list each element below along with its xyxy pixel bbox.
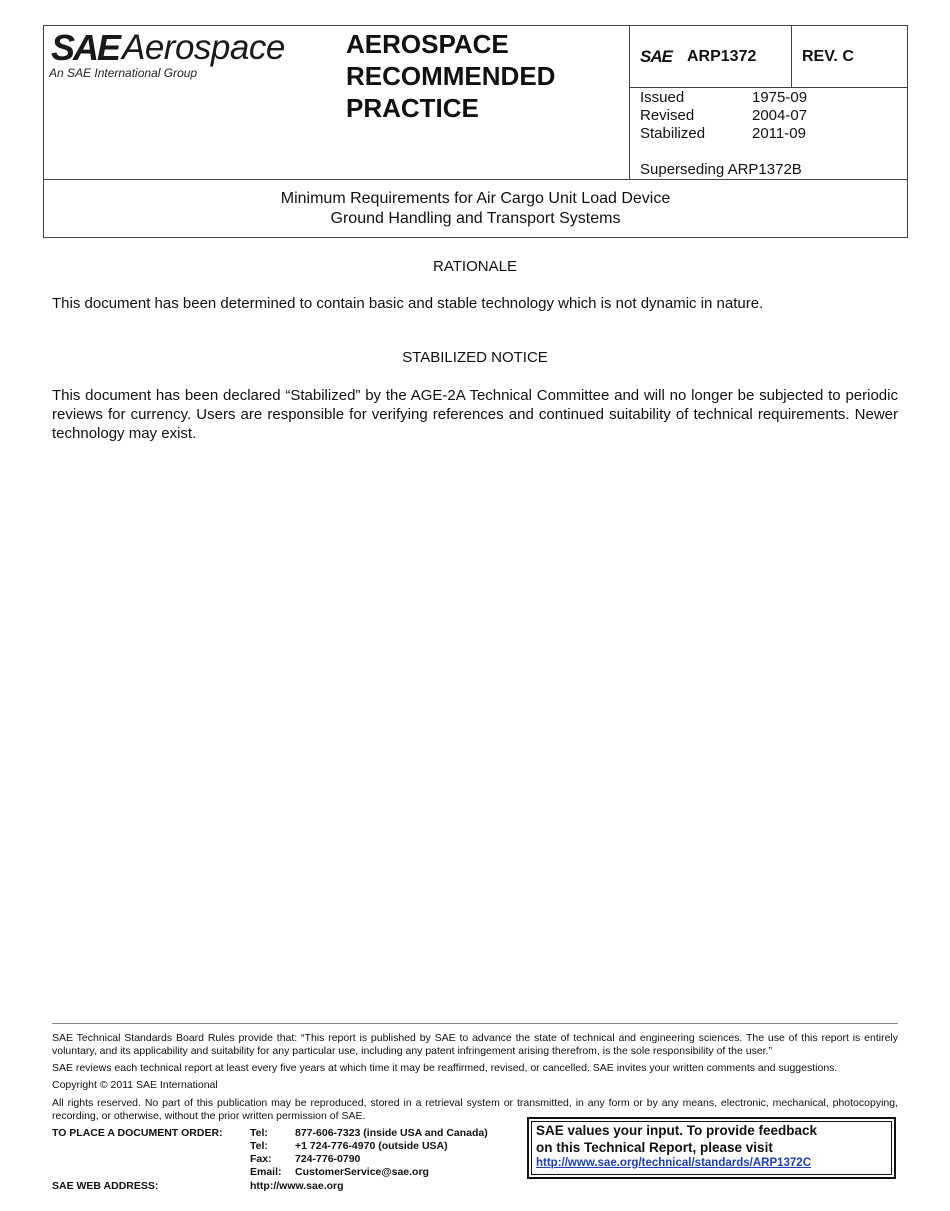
stabilized-heading: STABILIZED NOTICE bbox=[402, 349, 548, 366]
header-column-divider bbox=[629, 25, 630, 180]
sae-small-logo: SAE bbox=[640, 47, 672, 66]
date-label: Issued bbox=[640, 89, 685, 106]
contact-email[interactable]: CustomerService@sae.org bbox=[295, 1166, 429, 1178]
header-row-divider bbox=[629, 87, 908, 88]
contact-label: Email: bbox=[250, 1166, 282, 1178]
date-row bbox=[640, 125, 807, 143]
footer-note-rules: SAE Technical Standards Board Rules provide that: “This report is published by SAE to advance the state of technical and engineering sciences. The use of this report is entirely voluntary, and its applicability and suitability for any particular use, including any patent infringement arising therefrom, is the sole responsibility of the user.” bbox=[52, 1032, 898, 1057]
doc-type-line: PRACTICE bbox=[346, 93, 479, 123]
date-value: 1975-09 bbox=[752, 89, 808, 106]
revision-label: REV. C bbox=[802, 48, 854, 65]
header-column-divider-rev bbox=[791, 25, 792, 87]
contact-value: 724-776-0790 bbox=[295, 1153, 361, 1165]
title-line: Minimum Requirements for Air Cargo Unit Load Device bbox=[280, 190, 671, 207]
footer-copyright: Copyright © 2011 SAE International bbox=[52, 1079, 218, 1091]
feedback-line: SAE values your input. To provide feedback bbox=[536, 1123, 818, 1138]
document-title bbox=[43, 189, 908, 229]
stabilized-text: This document has been declared “Stabilized” by the AGE-2A Technical Committee and will no longer be subjected to periodic reviews for currency. Users are responsible for verifying references and continued suitability of technical requirements. Newer technology may exist. bbox=[52, 387, 898, 442]
rationale-text: This document has been determined to contain basic and stable technology which is not dynamic in nature. bbox=[52, 295, 764, 312]
header-divider bbox=[43, 179, 908, 180]
document-type bbox=[346, 28, 616, 124]
contact-row bbox=[250, 1153, 488, 1166]
date-value: 2004-07 bbox=[752, 107, 808, 124]
date-label: Revised bbox=[640, 107, 695, 124]
doc-type-line: AEROSPACE bbox=[346, 29, 509, 59]
doc-type-line: RECOMMENDED bbox=[346, 61, 556, 91]
date-label: Stabilized bbox=[640, 125, 706, 142]
aerospace-logo-text: Aerospace bbox=[122, 28, 285, 67]
contact-list bbox=[250, 1127, 488, 1179]
contact-row bbox=[250, 1127, 488, 1140]
order-label: TO PLACE A DOCUMENT ORDER: bbox=[52, 1127, 223, 1139]
contact-row bbox=[250, 1140, 488, 1153]
document-number: ARP1372 bbox=[687, 48, 757, 65]
contact-row bbox=[250, 1166, 488, 1179]
contact-value: +1 724-776-4970 (outside USA) bbox=[295, 1140, 448, 1152]
web-address-link[interactable]: http://www.sae.org bbox=[250, 1180, 344, 1192]
feedback-text bbox=[536, 1122, 817, 1156]
date-value: 2011-09 bbox=[752, 125, 806, 142]
web-address-label: SAE WEB ADDRESS: bbox=[52, 1180, 159, 1192]
contact-label: Tel: bbox=[250, 1140, 268, 1152]
rationale-heading: RATIONALE bbox=[433, 258, 517, 275]
title-line: Ground Handling and Transport Systems bbox=[330, 210, 621, 227]
contact-label: Fax: bbox=[250, 1153, 272, 1165]
feedback-line: on this Technical Report, please visit bbox=[536, 1140, 773, 1155]
sae-logo: SAE bbox=[51, 27, 120, 68]
date-row bbox=[640, 89, 807, 107]
footer-rights: All rights reserved. No part of this publication may be reproduced, stored in a retrieval system or transmitted, in any form or by any means, electronic, mechanical, photocopying, recording, or otherwise, without the prior written permission of SAE. bbox=[52, 1097, 898, 1122]
footer-divider bbox=[52, 1023, 898, 1024]
logo-tagline: An SAE International Group bbox=[49, 66, 198, 80]
date-row bbox=[640, 107, 807, 125]
contact-label: Tel: bbox=[250, 1127, 268, 1139]
date-list bbox=[640, 89, 807, 143]
feedback-link[interactable]: http://www.sae.org/technical/standards/ARP1372C bbox=[536, 1157, 812, 1169]
superseding-note: Superseding ARP1372B bbox=[640, 161, 802, 178]
footer-note-review: SAE reviews each technical report at least every five years at which time it may be reaffirmed, revised, or cancelled. SAE invites your written comments and suggestions. bbox=[52, 1062, 838, 1074]
contact-value: 877-606-7323 (inside USA and Canada) bbox=[295, 1127, 488, 1139]
